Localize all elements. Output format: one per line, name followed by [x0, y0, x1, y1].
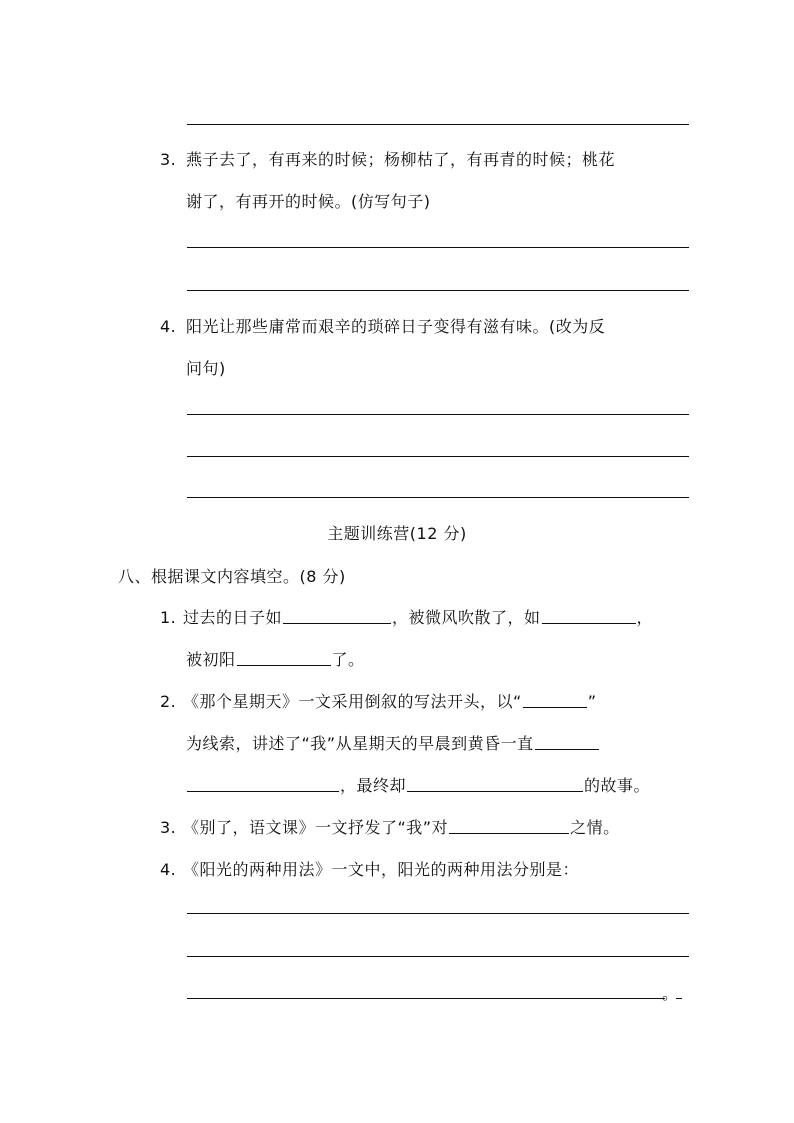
fill-blank[interactable]	[407, 777, 583, 792]
fill-blank[interactable]	[523, 693, 587, 708]
q8-item1-line2	[186, 650, 365, 670]
q7-item3-number: 3.	[160, 150, 177, 169]
q8-item3-text: 《别了，语文课》一文抒发了“我”对	[183, 818, 449, 837]
answer-line[interactable]	[187, 497, 689, 498]
q8-item3-text: 之情。	[570, 818, 620, 837]
q8-item2-line3	[186, 776, 650, 796]
answer-line[interactable]	[187, 414, 689, 415]
q8-item1-text: ，被微风吹散了，如	[392, 608, 541, 627]
q8-item1-line1	[183, 608, 653, 628]
q8-item3-number: 3.	[160, 818, 177, 837]
q8-item1-number: 1.	[160, 608, 177, 627]
q8-item2-text: 《那个星期天》一文采用倒叙的写法开头，以“	[183, 692, 522, 711]
q8-item1-text: 被初阳	[186, 650, 236, 669]
q7-item4-number: 4.	[160, 317, 177, 336]
fill-blank[interactable]	[535, 735, 599, 750]
answer-line[interactable]	[187, 913, 689, 914]
section-title: 主题训练营(12 分)	[327, 524, 467, 543]
q8-item4-number: 4.	[160, 860, 177, 879]
answer-line-tail	[676, 998, 682, 999]
q7-item3-text-line2: 谢了，有再开的时候。(仿写句子)	[186, 192, 431, 211]
answer-line[interactable]	[187, 124, 689, 125]
q8-item4-text: 《阳光的两种用法》一文中，阳光的两种用法分别是：	[183, 860, 580, 879]
answer-line[interactable]	[187, 456, 689, 457]
answer-line[interactable]	[187, 998, 665, 999]
q7-item4-text-line2: 问句)	[186, 359, 226, 378]
answer-line[interactable]	[187, 290, 689, 291]
q8-item2-text: ，最终却	[340, 776, 407, 795]
q8-item4-end-mark: 。	[662, 984, 679, 1003]
fill-blank[interactable]	[283, 609, 391, 624]
q8-item2-text: 为线索，讲述了“我”从星期天的早晨到黄昏一直	[186, 734, 534, 753]
q8-item3-line1	[183, 818, 620, 838]
q8-heading: 八、根据课文内容填空。(8 分)	[118, 567, 346, 586]
q7-item4-text-line1: 阳光让那些庸常而艰辛的琐碎日子变得有滋有味。(改为反	[186, 317, 606, 336]
answer-line[interactable]	[187, 956, 689, 957]
q8-item2-number: 2.	[160, 692, 177, 711]
fill-blank[interactable]	[187, 777, 339, 792]
q8-item1-text: ，	[636, 608, 654, 627]
q8-item2-line2	[186, 734, 600, 754]
fill-blank[interactable]	[449, 819, 569, 834]
answer-line[interactable]	[187, 247, 689, 248]
q8-item2-text: 的故事。	[584, 776, 651, 795]
fill-blank[interactable]	[542, 609, 636, 624]
q7-item3-text-line1: 燕子去了，有再来的时候；杨柳枯了，有再青的时候；桃花	[186, 150, 616, 169]
q8-item2-line1	[183, 692, 597, 712]
q8-item1-text: 了。	[331, 650, 365, 669]
q8-item1-text: 过去的日子如	[183, 608, 283, 627]
fill-blank[interactable]	[237, 651, 331, 666]
q8-item2-text: ”	[587, 692, 597, 711]
